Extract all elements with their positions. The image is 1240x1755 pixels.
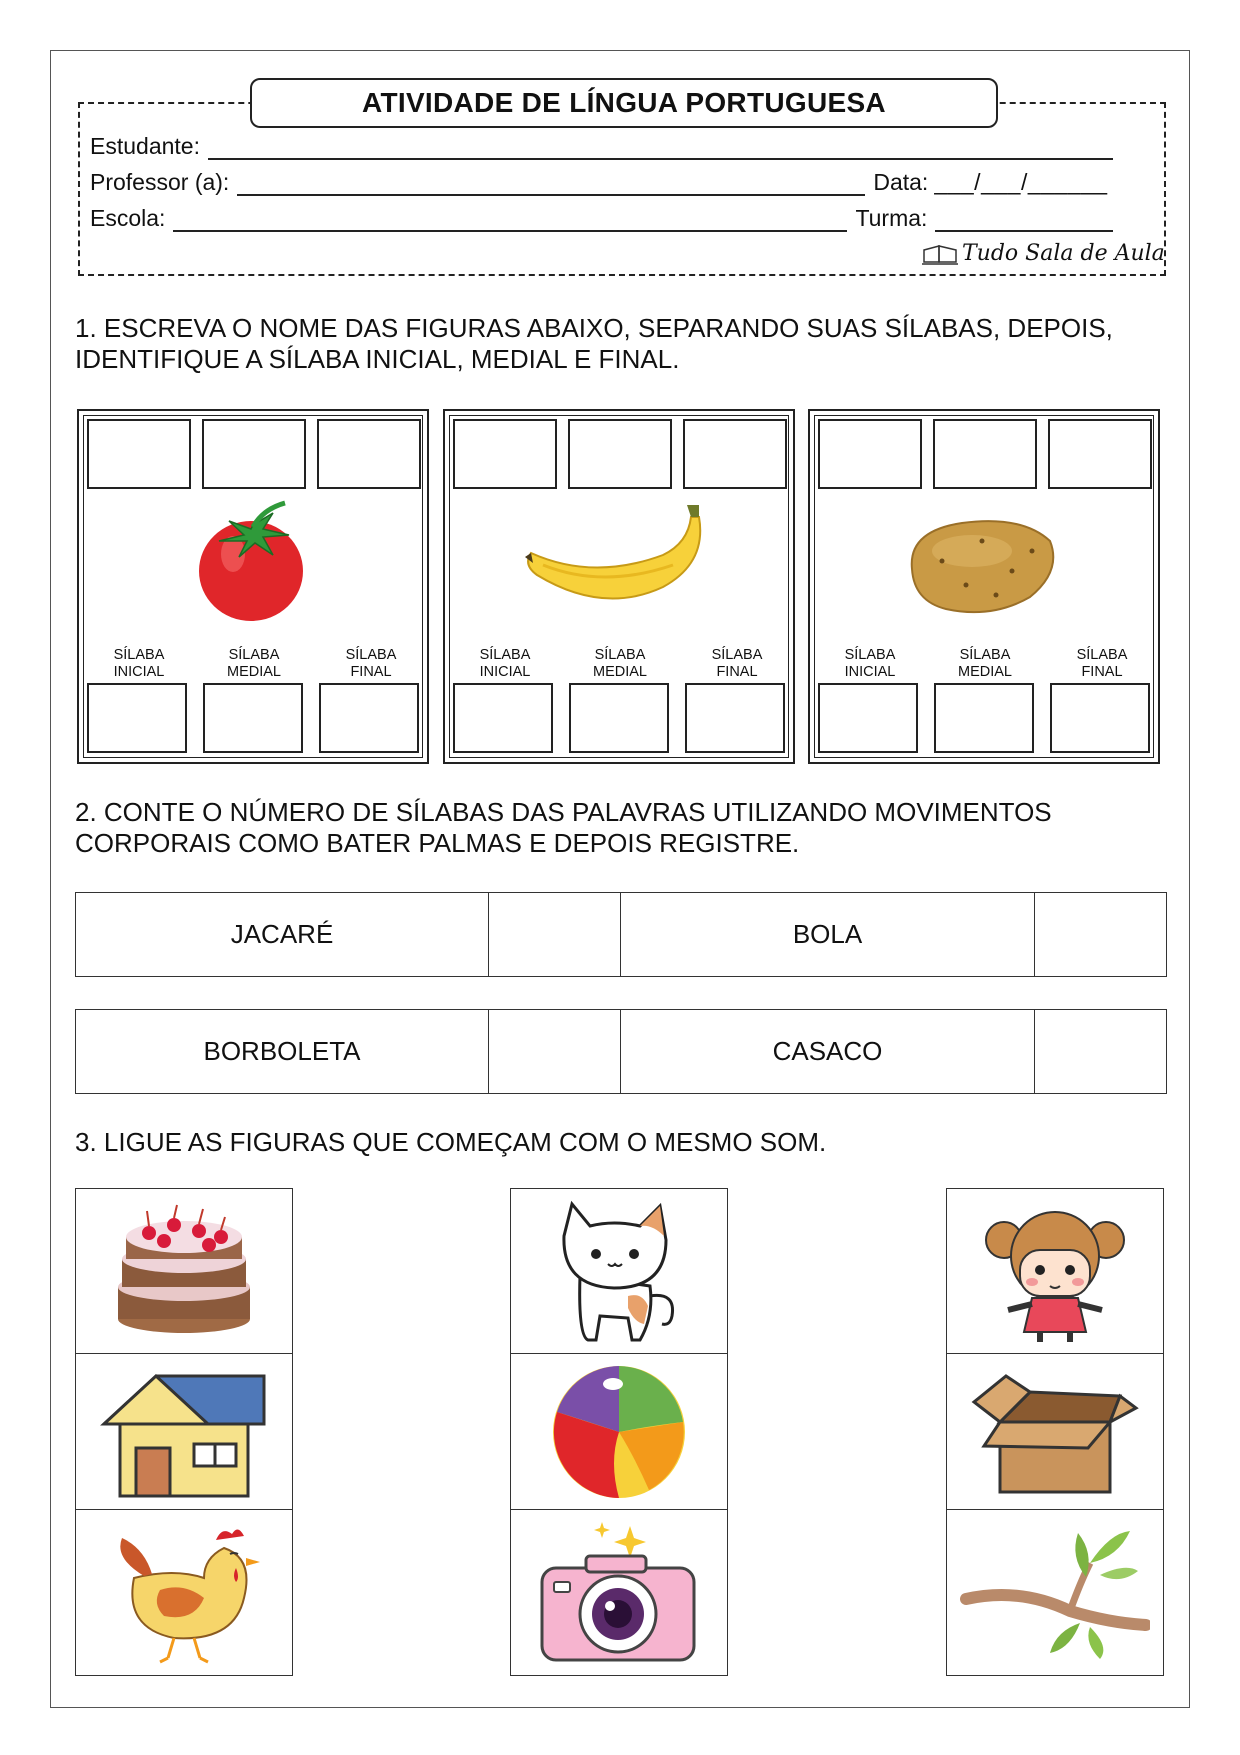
- student-field[interactable]: [90, 133, 1113, 160]
- word-casaco: CASACO: [621, 1010, 1035, 1093]
- syllable-count-row: [75, 1009, 1167, 1094]
- syllable-box[interactable]: [317, 419, 421, 489]
- potato-icon: [902, 511, 1062, 621]
- picture-cake[interactable]: [75, 1188, 293, 1354]
- picture-doll[interactable]: [946, 1188, 1164, 1354]
- book-icon: [922, 240, 958, 266]
- question-2-text: 2. CONTE O NÚMERO DE SÍLABAS DAS PALAVRAS UTILIZANDO MOVIMENTOS CORPORAIS COMO BATER PALMAS E DEPOIS REGISTRE.: [75, 797, 1052, 858]
- answer-box-final[interactable]: [1050, 683, 1150, 753]
- cat-icon: [544, 1196, 694, 1346]
- school-label: Escola:: [90, 205, 166, 231]
- cake-icon: [109, 1201, 259, 1341]
- syllable-count-row: [75, 892, 1167, 977]
- date-field[interactable]: ___/___/______: [934, 169, 1108, 195]
- word-jacare: JACARÉ: [76, 893, 489, 976]
- box-icon: [970, 1362, 1140, 1502]
- picture-house[interactable]: [75, 1353, 293, 1510]
- answer-box-inicial[interactable]: [453, 683, 553, 753]
- hen-icon: [104, 1518, 264, 1668]
- label-final: SÍLABA FINAL: [711, 647, 763, 680]
- answer-box-medial[interactable]: [203, 683, 303, 753]
- count-input[interactable]: [1035, 893, 1166, 976]
- count-input[interactable]: [489, 893, 621, 976]
- syllable-box[interactable]: [818, 419, 922, 489]
- label-inicial: SÍLABA INICIAL: [113, 647, 165, 680]
- syllable-box[interactable]: [933, 419, 1037, 489]
- syllable-card-tomato: [77, 409, 429, 764]
- syllable-box[interactable]: [1048, 419, 1152, 489]
- class-label: Turma:: [855, 205, 928, 231]
- label-inicial: SÍLABA INICIAL: [844, 647, 896, 680]
- syllable-box[interactable]: [568, 419, 672, 489]
- label-medial: SÍLABA MEDIAL: [227, 647, 281, 680]
- answer-box-final[interactable]: [685, 683, 785, 753]
- label-final: SÍLABA FINAL: [1076, 647, 1128, 680]
- syllable-box[interactable]: [683, 419, 787, 489]
- syllable-box[interactable]: [87, 419, 191, 489]
- picture-camera[interactable]: [510, 1509, 728, 1676]
- word-bola: BOLA: [621, 893, 1035, 976]
- camera-icon: [534, 1518, 704, 1668]
- label-inicial: SÍLABA INICIAL: [479, 647, 531, 680]
- word-borboleta: BORBOLETA: [76, 1010, 489, 1093]
- picture-cat[interactable]: [510, 1188, 728, 1354]
- school-field[interactable]: [90, 205, 1113, 232]
- question-3-text: 3. LIGUE AS FIGURAS QUE COMEÇAM COM O MESMO SOM.: [75, 1127, 827, 1157]
- student-label: Estudante:: [90, 133, 200, 159]
- ball-icon: [549, 1362, 689, 1502]
- syllable-box[interactable]: [453, 419, 557, 489]
- teacher-field[interactable]: [90, 169, 1108, 196]
- picture-branch[interactable]: [946, 1509, 1164, 1676]
- answer-box-inicial[interactable]: [87, 683, 187, 753]
- teacher-line[interactable]: [237, 172, 865, 196]
- class-line[interactable]: [935, 208, 1113, 232]
- answer-box-medial[interactable]: [569, 683, 669, 753]
- answer-box-final[interactable]: [319, 683, 419, 753]
- house-icon: [94, 1362, 274, 1502]
- question-1-text: 1. ESCREVA O NOME DAS FIGURAS ABAIXO, SEPARANDO SUAS SÍLABAS, DEPOIS, IDENTIFIQUE A SÍLABA INICIAL, MEDIAL E FINAL.: [75, 313, 1113, 374]
- label-medial: SÍLABA MEDIAL: [593, 647, 647, 680]
- picture-hen[interactable]: [75, 1509, 293, 1676]
- doll-icon: [970, 1196, 1140, 1346]
- syllable-card-potato: [808, 409, 1160, 764]
- picture-ball[interactable]: [510, 1353, 728, 1510]
- teacher-label: Professor (a):: [90, 169, 230, 195]
- tomato-icon: [189, 499, 319, 629]
- syllable-card-banana: [443, 409, 795, 764]
- brand-logo: [922, 240, 1165, 266]
- school-line[interactable]: [173, 208, 847, 232]
- page-title: ATIVIDADE DE LÍNGUA PORTUGUESA: [250, 78, 998, 128]
- syllable-box[interactable]: [202, 419, 306, 489]
- count-input[interactable]: [1035, 1010, 1166, 1093]
- picture-box[interactable]: [946, 1353, 1164, 1510]
- student-line[interactable]: [208, 136, 1113, 160]
- banana-icon: [523, 503, 713, 613]
- answer-box-inicial[interactable]: [818, 683, 918, 753]
- logo-text: Tudo Sala de Aula: [962, 240, 1165, 266]
- label-final: SÍLABA FINAL: [345, 647, 397, 680]
- label-medial: SÍLABA MEDIAL: [958, 647, 1012, 680]
- count-input[interactable]: [489, 1010, 621, 1093]
- date-label: Data:: [873, 169, 929, 195]
- answer-box-medial[interactable]: [934, 683, 1034, 753]
- branch-icon: [960, 1523, 1150, 1663]
